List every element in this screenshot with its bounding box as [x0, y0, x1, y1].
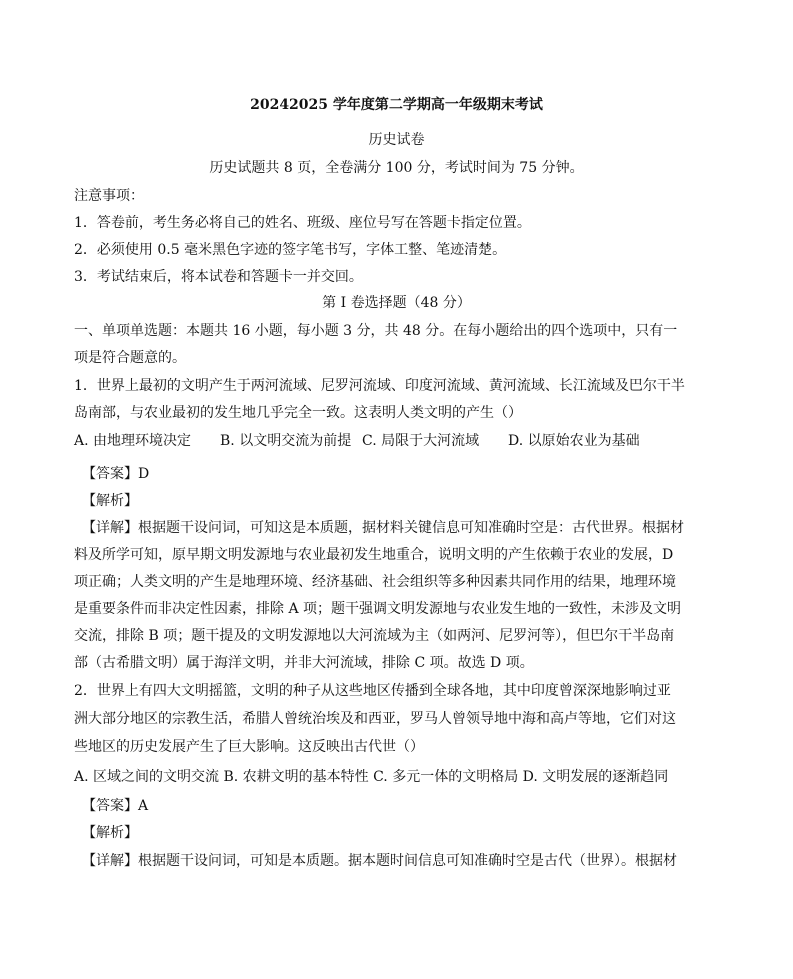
notice-item: 1．答卷前，考生务必将自己的姓名、班级、座位号写在答题卡指定位置。: [74, 215, 531, 231]
question-2-detail: 【详解】根据题干设问词，可知是本质题。据本题时间信息可知准确时空是古代（世界）。根据材: [82, 853, 677, 869]
question-1-detail: 【详解】根据题干设问词，可知这是本质题，据材料关键信息可知准确时空是：古代世界。根据材: [82, 520, 684, 536]
question-1-detail: 项正确；人类文明的产生是地理环境、经济基础、社会组织等多种因素共同作用的结果，地理环境: [74, 574, 676, 590]
question-1-answer: 【答案】D: [82, 466, 150, 482]
notice-item: 2．必须使用 0.5 毫米黑色字迹的签字笔书写，字体工整、笔迹清楚。: [74, 242, 507, 258]
section-instruction: 项是符合题意的。: [74, 350, 186, 366]
exam-info: 历史试题共 8 页，全卷满分 100 分，考试时间为 75 分钟。: [209, 160, 584, 176]
question-1-detail: 是重要条件而非决定性因素，排除 A 项；题干强调文明发源地与农业发生地的一致性，未涉及文明: [74, 601, 682, 617]
question-2-options: A. 区域之间的文明交流 B. 农耕文明的基本特性 C. 多元一体的文明格局 D. 文明发展的逐渐趋同: [74, 769, 669, 785]
question-1-detail: 料及所学可知，原早期文明发源地与农业最初发生地重合，说明文明的产生依赖于农业的发展，D: [74, 547, 674, 563]
question-1-detail: 交流，排除 B 项；题干提及的文明发源地以大河流域为主（如两河、尼罗河等），但巴尔干半岛南: [74, 628, 675, 644]
question-2-stem: 洲大部分地区的宗教生活，希腊人曾统治埃及和西亚，罗马人曾领导地中海和高卢等地，它们对这: [74, 711, 676, 727]
exam-subtitle: 历史试卷: [368, 132, 425, 148]
question-1-stem: 岛南部，与农业最初的发生地几乎完全一致。这表明人类文明的产生（）: [74, 405, 522, 421]
exam-title: 20242025 学年度第二学期高一年级期末考试: [250, 97, 543, 113]
question-1-option-a: A. 由地理环境决定: [74, 433, 192, 449]
question-2-analysis-label: 【解析】: [82, 825, 138, 841]
question-2-answer: 【答案】A: [82, 798, 149, 814]
question-1-option-d: D. 以原始农业为基础: [508, 433, 640, 449]
question-1-options: [74, 431, 724, 451]
section-instruction: 一、单项单选题：本题共 16 小题，每小题 3 分，共 48 分。在每小题给出的四个选项中，只有一: [74, 323, 678, 339]
question-1-analysis-label: 【解析】: [82, 493, 138, 509]
question-1-detail: 部（古希腊文明）属于海洋文明，并非大河流域，排除 C 项。故选 D 项。: [74, 655, 534, 671]
notice-item: 3．考试结束后，将本试卷和答题卡一并交回。: [74, 269, 363, 285]
question-2-stem: 2．世界上有四大文明摇篮，文明的种子从这些地区传播到全球各地，其中印度曾深深地影响过亚: [74, 683, 671, 699]
question-1-stem: 1．世界上最初的文明产生于两河流域、尼罗河流域、印度河流域、黄河流域、长江流域及巴尔干半: [74, 378, 685, 394]
question-1-option-c: C. 局限于大河流域: [362, 433, 480, 449]
question-2-stem: 些地区的历史发展产生了巨大影响。这反映出古代世（）: [74, 739, 424, 755]
notice-heading: 注意事项：: [74, 188, 144, 204]
section-title: 第 I 卷选择题（48 分）: [322, 295, 471, 311]
question-1-option-b: B. 以文明交流为前提: [220, 433, 352, 449]
